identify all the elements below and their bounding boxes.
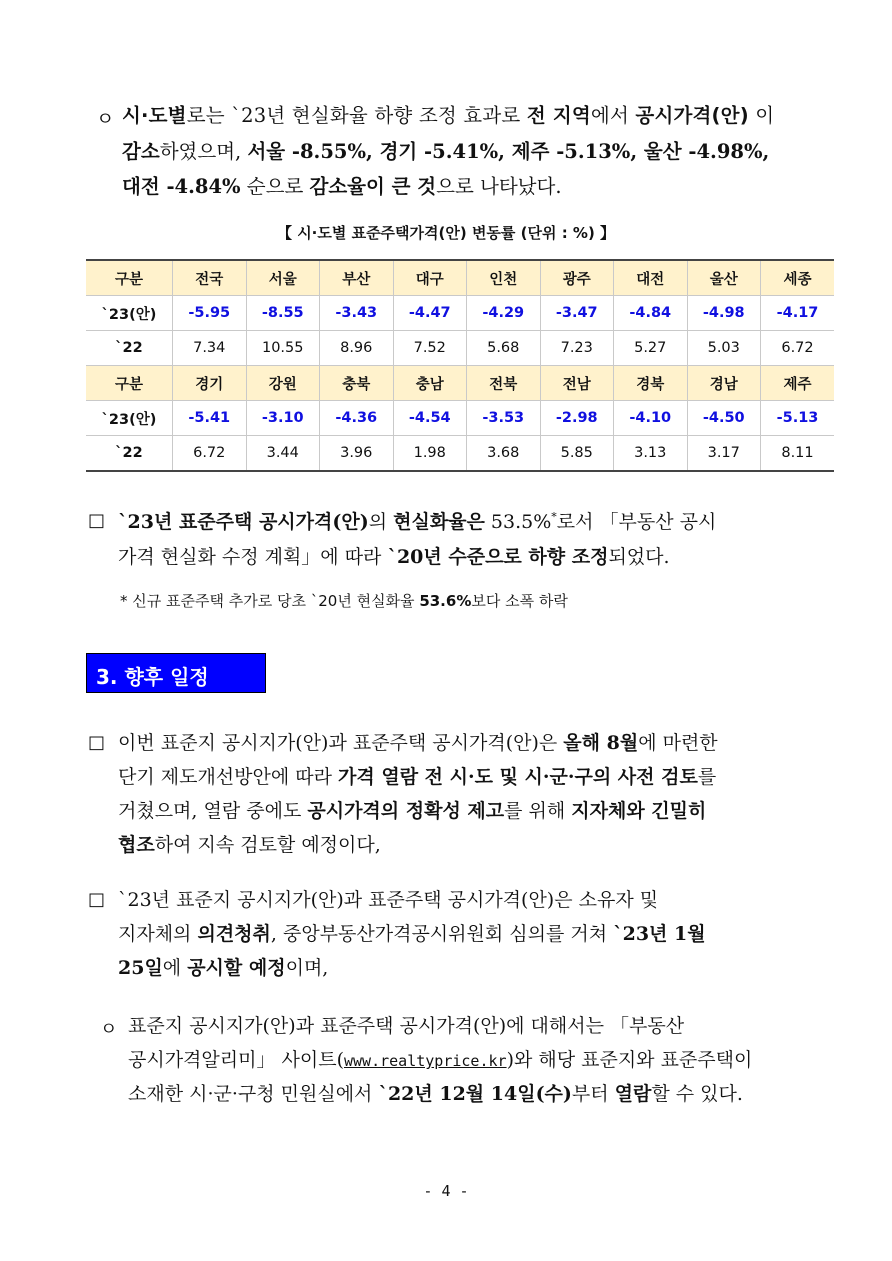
table-cell: 3.68 (467, 436, 541, 472)
table-row (86, 296, 834, 331)
table-cell: 7.23 (540, 331, 614, 366)
table-cell: 전남 (540, 366, 614, 401)
table-cell: 5.85 (540, 436, 614, 472)
table-cell: 제주 (761, 366, 835, 401)
table-cell: 7.52 (393, 331, 467, 366)
table-cell: -5.13 (761, 401, 835, 436)
table-cell: 울산 (687, 260, 761, 296)
p5-line-1: 표준지 공시지가(안)과 표준주택 공시가격(안)에 대해서는 「부동산 (128, 1015, 685, 1037)
table-cell: -4.29 (467, 296, 541, 331)
p3-line-1: 이번 표준지 공시지가(안)과 표준주택 공시가격(안)은 올해 8월에 마련한 (118, 732, 718, 754)
table-cell: `22 (86, 436, 173, 472)
table-cell: 6.72 (761, 331, 835, 366)
p1-line-3: 대전 -4.84% 순으로 감소율이 큰 것으로 나타났다. (122, 175, 562, 198)
table-cell: -3.53 (467, 401, 541, 436)
table-cell: -2.98 (540, 401, 614, 436)
section-title: 3. 향후 일정 (96, 665, 209, 689)
table-cell: 5.27 (614, 331, 688, 366)
p3-line-3: 거쳤으며, 열람 중에도 공시가격의 정확성 제고를 위해 지자체와 긴밀히 (118, 800, 707, 822)
table-cell: 3.17 (687, 436, 761, 472)
table-cell: 서울 (246, 260, 320, 296)
table-cell: 부산 (320, 260, 394, 296)
table-cell: 3.96 (320, 436, 394, 472)
table-cell: -4.36 (320, 401, 394, 436)
table-cell: -4.17 (761, 296, 835, 331)
p2-line-1: `23년 표준주택 공시가격(안)의 현실화율은 53.5%*로서 「부동산 공시 (118, 510, 717, 533)
p5-line-2: 공시가격알리미」 사이트(www.realtyprice.kr)와 해당 표준지와 표준주택이 (128, 1049, 753, 1071)
table-cell: 3.44 (246, 436, 320, 472)
table-cell: -4.98 (687, 296, 761, 331)
table-cell: 1.98 (393, 436, 467, 472)
table-cell: -4.50 (687, 401, 761, 436)
p1-line-2: 감소하였으며, 서울 -8.55%, 경기 -5.41%, 제주 -5.13%, 울산 -4.98%, (122, 140, 770, 163)
table-cell: 광주 (540, 260, 614, 296)
table-cell: 경남 (687, 366, 761, 401)
table-cell: 구분 (86, 260, 173, 296)
square-bullet: □ (88, 510, 106, 531)
table-cell: 대전 (614, 260, 688, 296)
table-cell: 10.55 (246, 331, 320, 366)
p4-line-2: 지자체의 의견청취, 중앙부동산가격공시위원회 심의를 거쳐 `23년 1월 (118, 923, 706, 945)
p4-line-1: `23년 표준지 공시지가(안)과 표준주택 공시가격(안)은 소유자 및 (118, 889, 659, 911)
table-row (86, 331, 834, 366)
table-cell: 구분 (86, 366, 173, 401)
table-cell: -4.47 (393, 296, 467, 331)
table-cell: -3.43 (320, 296, 394, 331)
table-cell: -4.10 (614, 401, 688, 436)
table-cell: `23(안) (86, 296, 173, 331)
circle-bullet: ㅇ (100, 1019, 118, 1040)
square-bullet: □ (88, 732, 106, 753)
table-cell: 대구 (393, 260, 467, 296)
table-cell: -3.10 (246, 401, 320, 436)
p1-line-1: 시·도별로는 `23년 현실화율 하향 조정 효과로 전 지역에서 공시가격(안) 이 (122, 104, 775, 127)
table-cell: -4.84 (614, 296, 688, 331)
table-cell: 강원 (246, 366, 320, 401)
table-cell: `23(안) (86, 401, 173, 436)
section-header (86, 653, 266, 693)
table-header-row (86, 366, 834, 401)
footnote: * 신규 표준주택 추가로 당초 `20년 현실화율 53.6%보다 소폭 하락 (120, 592, 568, 610)
table-cell: 충북 (320, 366, 394, 401)
p3-line-4: 협조하여 지속 검토할 예정이다, (118, 834, 381, 856)
table-cell: 충남 (393, 366, 467, 401)
circle-bullet: ㅇ (96, 108, 115, 130)
table-header-row (86, 260, 834, 296)
realtyprice-link[interactable]: www.realtyprice.kr (344, 1052, 507, 1070)
p4-line-3: 25일에 공시할 예정이며, (118, 957, 329, 979)
table-cell: 전국 (173, 260, 247, 296)
table-cell: 8.96 (320, 331, 394, 366)
p2-line-2: 가격 현실화 수정 계획」에 따라 `20년 수준으로 하향 조정되었다. (118, 546, 670, 568)
table-cell: 5.68 (467, 331, 541, 366)
table-cell: 5.03 (687, 331, 761, 366)
table-cell: 6.72 (173, 436, 247, 472)
table-cell: 7.34 (173, 331, 247, 366)
table-cell: `22 (86, 331, 173, 366)
table-cell: -3.47 (540, 296, 614, 331)
table-cell: 세종 (761, 260, 835, 296)
price-change-table (86, 259, 834, 472)
table-row (86, 436, 834, 472)
table-cell: 경북 (614, 366, 688, 401)
table-cell: 경기 (173, 366, 247, 401)
p3-line-2: 단기 제도개선방안에 따라 가격 열람 전 시·도 및 시·군·구의 사전 검토를 (118, 766, 717, 788)
table-caption: 【 시·도별 표준주택가격(안) 변동률 (단위 : %) 】 (276, 224, 616, 242)
table-cell: -8.55 (246, 296, 320, 331)
p5-line-3: 소재한 시·군·구청 민원실에서 `22년 12월 14일(수)부터 열람할 수 있다. (128, 1083, 743, 1105)
table-row (86, 401, 834, 436)
table-cell: -5.95 (173, 296, 247, 331)
table-cell: 전북 (467, 366, 541, 401)
table-cell: 3.13 (614, 436, 688, 472)
table-cell: 인천 (467, 260, 541, 296)
table-cell: -5.41 (173, 401, 247, 436)
square-bullet: □ (88, 889, 106, 910)
page-number: - 4 - (423, 1182, 469, 1200)
table-cell: -4.54 (393, 401, 467, 436)
table-cell: 8.11 (761, 436, 835, 472)
